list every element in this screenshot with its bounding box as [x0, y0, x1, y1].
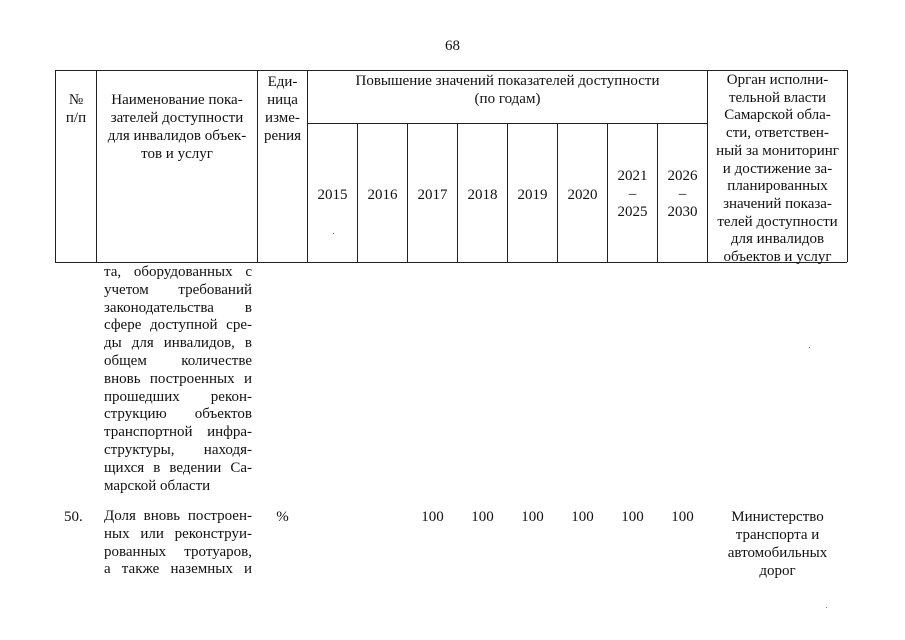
header-num-line1: № [68, 92, 84, 108]
row50-unit: % [276, 509, 289, 525]
continuation-line: щихся в ведении Са- [104, 459, 252, 476]
year-2021-2025 [608, 167, 657, 221]
year-2016: 2016 [367, 187, 398, 203]
table-top-border [55, 70, 847, 71]
col-border-right [847, 70, 848, 262]
row50-organ-line: автомобильных [727, 545, 828, 561]
header-name-line: для инвалидов объек- [107, 128, 247, 144]
row50-name-line: Доля вновь построен- [104, 508, 252, 524]
year-2018: 2018 [467, 187, 498, 203]
scan-speck [826, 607, 827, 608]
year-range-start: 2026 [667, 168, 698, 184]
header-increase-line: (по годам) [474, 91, 541, 107]
header-organ-line: объектов и услуг [723, 249, 832, 266]
header-organ-line: для инвалидов [730, 231, 825, 248]
header-num [56, 91, 96, 127]
year-2017: 2017 [417, 187, 448, 203]
header-name [97, 91, 257, 163]
year-range-dash: – [628, 186, 637, 202]
header-organ [708, 72, 847, 267]
row50-value-2021-2025: 100 [621, 509, 644, 525]
continuation-line: общем количестве [104, 352, 252, 369]
scan-speck [809, 347, 810, 348]
continuation-line: законодательства в [104, 299, 252, 316]
header-unit-line: рения [263, 128, 302, 144]
header-organ-line: и достижение за- [722, 160, 833, 177]
year-2026-2030 [658, 167, 707, 221]
year-range-dash: – [678, 186, 687, 202]
page-number: 68 [445, 38, 460, 54]
row50-value-2017: 100 [421, 509, 444, 525]
continuation-line: струкцию объектов [104, 406, 252, 423]
continuation-line: ды для инвалидов, в [104, 335, 252, 352]
header-organ-line: сти, ответствен- [726, 125, 829, 142]
header-organ-line: телей доступности [717, 213, 838, 230]
header-organ-line: Самарской обла- [724, 107, 831, 124]
year-range-end: 2030 [667, 204, 698, 220]
row50-num: 50. [64, 509, 83, 525]
header-name-line: зателей доступности [110, 110, 244, 126]
continuation-line: та, оборудованных с [104, 264, 252, 280]
header-organ-line: значений показа- [723, 195, 832, 212]
row50-name-line: рованных тротуаров, [104, 543, 252, 560]
header-increase [308, 72, 707, 108]
row50-organ-line: дорог [759, 563, 796, 579]
row50-value-2019: 100 [521, 509, 544, 525]
scan-speck [333, 233, 334, 234]
continuation-line: прошедших рекон- [104, 388, 252, 405]
continuation-line: учетом требований [104, 281, 252, 298]
row50-organ-line: Министерство [731, 509, 824, 525]
row50-name [104, 508, 252, 579]
header-name-line: тов и услуг [141, 146, 213, 162]
header-organ-line: ный за мониторинг [716, 142, 839, 159]
row50-name-line: а также наземных и [104, 561, 252, 578]
year-range-end: 2025 [617, 204, 648, 220]
year-2019: 2019 [517, 187, 548, 203]
continuation-line: вновь построенных и [104, 370, 252, 387]
header-organ-line: Орган исполни- [726, 72, 829, 88]
row50-name-line: ных или реконструи- [104, 525, 252, 542]
year-2015: 2015 [317, 187, 348, 203]
row50-value-2018: 100 [471, 509, 494, 525]
row50-value-2026-2030: 100 [671, 509, 694, 525]
header-unit-line: ница [267, 92, 298, 108]
continuation-text [104, 264, 252, 495]
header-unit-line: изме- [265, 110, 300, 126]
year-2020: 2020 [567, 187, 598, 203]
header-unit-line: Еди- [267, 74, 298, 90]
continuation-line: марской области [104, 477, 211, 494]
row50-organ [708, 508, 847, 580]
row50-value-2020: 100 [571, 509, 594, 525]
header-organ-line: планированных [727, 178, 828, 195]
year-range-start: 2021 [617, 168, 648, 184]
header-increase-line: Повышение значений показателей доступности [355, 73, 660, 89]
continuation-line: структуры, находя- [104, 441, 252, 458]
continuation-line: транспортной инфра- [104, 424, 252, 441]
header-unit [258, 73, 307, 145]
header-num-line2: п/п [65, 110, 87, 126]
continuation-line: сфере доступной сре- [104, 317, 252, 334]
row50-organ-line: транспорта и [735, 527, 820, 543]
header-organ-line: тельной власти [728, 89, 827, 106]
header-name-line: Наименование пока- [111, 92, 243, 108]
